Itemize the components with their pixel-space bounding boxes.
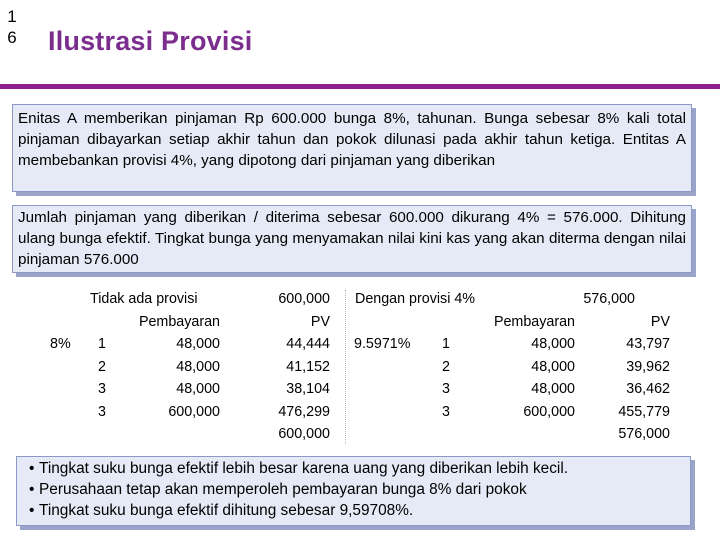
bullet-icon: • [29,481,35,498]
calculation-text: Jumlah pinjaman yang diberikan / diterima sebesar 600.000 dikurang 4% = 576.000. Dihitung ulang bunga efektif. Tingkat bunga yang menyamakan nilai kini kas yang akan diterma dengan nilai pinjaman 576.000 [18,209,686,268]
summary-box [16,456,691,526]
column-header-pv: PV [310,314,330,330]
intro-text: Enitas A memberikan pinjaman Rp 600.000 bunga 8%, tahunan. Bunga sebesar 8% kali total pinjaman dibayarkan setiap akhir tahun dan pokok dilunasi pada akhir tahun ketiga. Entitas A membebankan provisi 4%, yang dipotong dari pinjaman yang diberikan [18,110,686,169]
interest-rate: 8% [50,336,71,352]
row-payment: 600,000 [523,404,575,420]
summary-bullet-text: Perusahaan tetap akan memperoleh pembayaran bunga 8% dari pokok [39,481,527,498]
summary-bullet [29,500,680,521]
row-year: 3 [442,404,450,420]
row-year: 2 [442,359,450,375]
row-payment: 48,000 [531,359,575,375]
column-header-pv: PV [650,314,670,330]
row-year: 1 [98,336,106,352]
effective-interest-rate: 9.5971% [354,336,411,352]
loan-amount: 576,000 [583,291,635,307]
row-year: 3 [442,381,450,397]
row-payment: 48,000 [531,336,575,352]
table-separator [345,290,346,444]
row-payment: 48,000 [176,359,220,375]
summary-bullet [29,479,680,500]
column-header-payment: Pembayaran [493,314,575,330]
row-pv: 38,104 [286,381,330,397]
summary-bullet-text: Tingkat suku bunga efektif lebih besar karena uang yang diberikan lebih kecil. [39,460,569,477]
row-year: 3 [98,404,106,420]
row-payment: 48,000 [531,381,575,397]
slide-number-digit-1: 1 [7,7,17,26]
row-pv: 455,779 [618,404,670,420]
row-pv: 39,962 [626,359,670,375]
intro-text-box [12,104,692,192]
bullet-icon: • [29,502,35,519]
slide-number [5,6,19,48]
table-heading: Dengan provisi 4% [355,291,476,307]
slide-title: Ilustrasi Provisi [48,26,253,56]
total-pv: 576,000 [618,426,670,442]
row-year: 3 [98,381,106,397]
row-payment: 48,000 [176,336,220,352]
column-header-payment: Pembayaran [138,314,220,330]
row-pv: 36,462 [626,381,670,397]
summary-bullet-text: Tingkat suku bunga efektif dihitung sebesar 9,59708%. [39,502,414,519]
summary-bullet [29,458,680,479]
row-pv: 43,797 [626,336,670,352]
bullet-icon: • [29,460,35,477]
title-divider [0,84,720,89]
row-pv: 44,444 [286,336,330,352]
row-payment: 600,000 [168,404,220,420]
loan-amount: 600,000 [278,291,330,307]
row-payment: 48,000 [176,381,220,397]
row-year: 2 [98,359,106,375]
total-pv: 600,000 [278,426,330,442]
slide-number-digit-2: 6 [7,28,17,47]
row-year: 1 [442,336,450,352]
table-heading: Tidak ada provisi [90,291,198,307]
calculation-text-box [12,205,692,273]
row-pv: 41,152 [286,359,330,375]
row-pv: 476,299 [278,404,330,420]
